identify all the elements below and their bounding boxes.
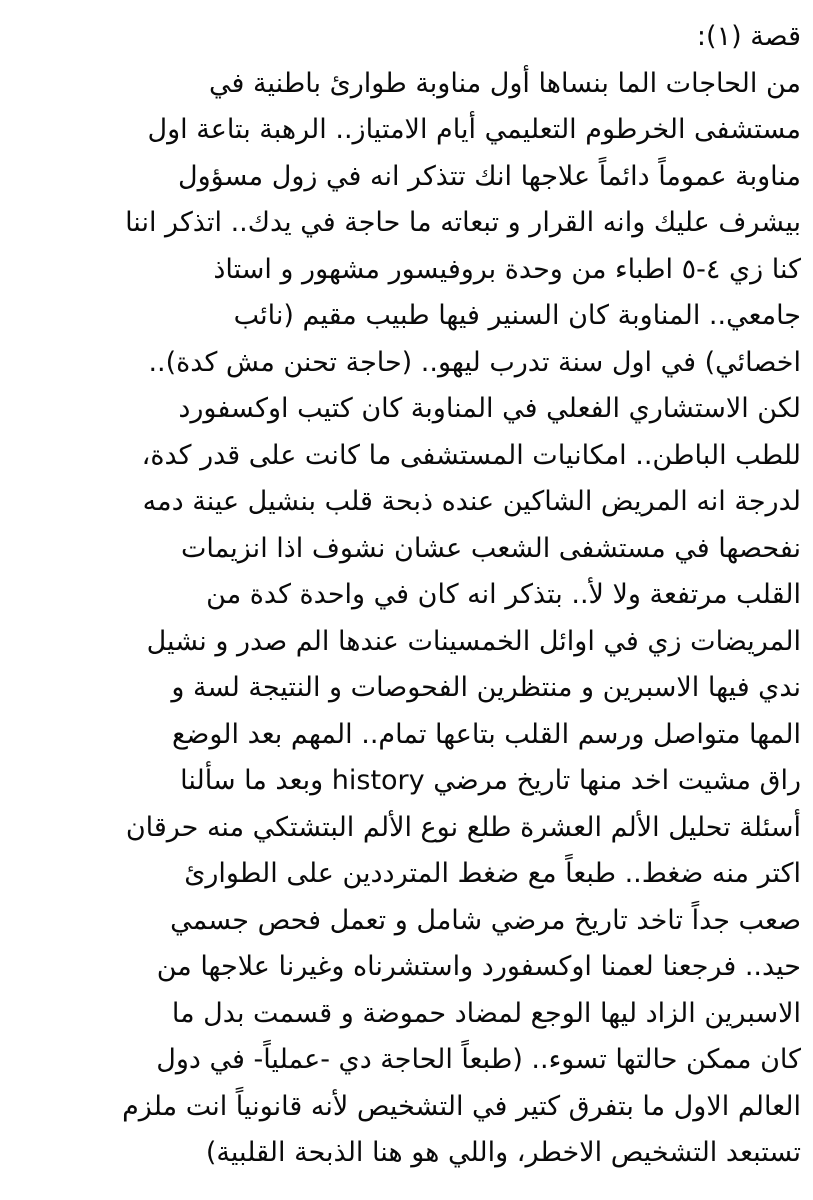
story-line-12: القلب مرتفعة ولا لأ.. بتذكر انه كان في واحدة كدة من (206, 579, 801, 610)
story-line-1: من الحاجات الما بنساها أول مناوبة طوارئ باطنية في (209, 67, 801, 99)
story-line-15: المها متواصل ورسم القلب بتاعها تمام.. المهم بعد الوضع (172, 718, 801, 750)
story-line-13: المريضات زي في اوائل الخمسينات عندها الم صدر و نشيل (146, 625, 801, 657)
story-line-4: بيشرف عليك وانه القرار و تبعاته ما حاجة في يدك.. اتذكر اننا (125, 207, 801, 238)
story-line-24: تستبعد التشخيص الاخطر، واللي هو هنا الذبحة القلبية) (205, 1137, 801, 1168)
story-line-11: نفحصها في مستشفى الشعب عشان نشوف اذا انزيمات (181, 532, 801, 564)
story-line-21: الاسبرين الزاد ليها الوجع لمضاد حموضة و قسمت بدل ما (171, 997, 801, 1029)
story-line-6: جامعي.. المناوبة كان السنير فيها طبيب مقيم (نائب (233, 300, 801, 331)
story-line-16: راق مشيت اخد منها تاريخ مرضي history وبعد ما سألنا (180, 765, 801, 796)
story-line-14: ندي فيها الاسبرين و منتظرين الفحوصات و النتيجة لسة و (171, 672, 801, 703)
story-line-23: العالم الاول ما بتفرق كتير في التشخيص لأنه قانونياً انت ملزم (122, 1090, 801, 1122)
story-line-7: اخصائي) في اول سنة تدرب ليهو.. (حاجة تحنن مش كدة).. (148, 346, 801, 378)
story-line-5: كنا زي ٤-٥ اطباء من وحدة بروفيسور مشهور و استاذ (213, 253, 801, 285)
story-line-3: مناوبة عموماً دائماً علاجها انك تتذكر انه في زول مسؤول (177, 160, 801, 192)
story-line-9: للطب الباطن.. امكانيات المستشفى ما كانت على قدر كدة، (141, 439, 801, 471)
story-line-2: مستشفى الخرطوم التعليمي أيام الامتياز.. الرهبة بتاعة اول (147, 114, 801, 145)
story-line-8: لكن الاستشاري الفعلي في المناوبة كان كتيب اوكسفورد (178, 393, 801, 424)
story-text-block (12, 14, 801, 1177)
story-line-17: أسئلة تحليل الألم العشرة طلع نوع الألم البتشتكي منه حرقان (125, 811, 801, 843)
story-line-18: اكتر منه ضغط.. طبعاً مع ضغط المترددين على الطوارئ (184, 858, 801, 889)
story-line-19: صعب جداً تاخد تاريخ مرضي شامل و تعمل فحص جسمي (170, 904, 801, 936)
story-title: قصة (١): (696, 21, 801, 52)
story-line-10: لدرجة انه المريض الشاكين عنده ذبحة قلب بنشيل عينة دمه (142, 486, 801, 517)
story-line-22: كان ممكن حالتها تسوء.. (طبعاً الحاجة دي -عملياً- في دول (156, 1044, 801, 1075)
story-line-20: حيد.. فرجعنا لعمنا اوكسفورد واستشرناه وغيرنا علاجها من (156, 951, 801, 982)
